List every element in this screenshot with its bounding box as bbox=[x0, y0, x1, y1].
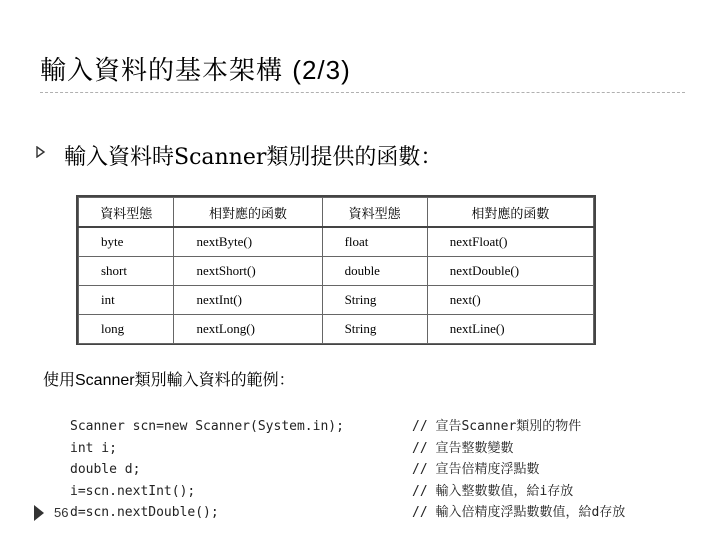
code-line: d=scn.nextDouble(); bbox=[70, 505, 219, 520]
function-table bbox=[76, 195, 596, 345]
table-cell: nextFloat() bbox=[427, 227, 593, 257]
table-cell: nextInt() bbox=[174, 286, 322, 315]
code-line: i=scn.nextInt(); bbox=[70, 483, 196, 499]
table-cell: nextDouble() bbox=[427, 257, 593, 286]
code-comment: // 輸入整數數值，給i存放 bbox=[412, 483, 574, 499]
header-type-1: 資料型態 bbox=[79, 198, 174, 228]
table-row bbox=[79, 315, 594, 344]
table-cell: double bbox=[322, 257, 427, 286]
table-cell: long bbox=[79, 315, 174, 344]
page-arrow-icon bbox=[34, 505, 44, 521]
table-cell: next() bbox=[427, 286, 593, 315]
code-comment: // 宣告倍精度浮點數 bbox=[412, 462, 540, 477]
bullet-text: 輸入資料時Scanner類別提供的函數： bbox=[64, 145, 443, 170]
page-number: 56 bbox=[54, 505, 69, 520]
code-comment: // 輸入倍精度浮點數數值，給d存放 bbox=[412, 505, 626, 520]
code-comment: // 宣告整數變數 bbox=[412, 440, 514, 456]
table-cell: String bbox=[322, 315, 427, 344]
code-line: double d; bbox=[70, 462, 141, 477]
header-type-2: 資料型態 bbox=[322, 198, 427, 228]
code-comments bbox=[412, 416, 625, 524]
table-cell: short bbox=[79, 257, 174, 286]
table-row bbox=[79, 227, 594, 257]
table-header-row bbox=[79, 198, 594, 228]
table-cell: String bbox=[322, 286, 427, 315]
slide-title bbox=[40, 50, 351, 87]
table-cell: byte bbox=[79, 227, 174, 257]
code-comment: // 宣告Scanner類別的物件 bbox=[412, 419, 582, 434]
header-func-2: 相對應的函數 bbox=[427, 198, 593, 228]
table-cell: nextShort() bbox=[174, 257, 322, 286]
table-cell: nextByte() bbox=[174, 227, 322, 257]
code-line: Scanner scn=new Scanner(System.in); bbox=[70, 419, 344, 434]
code-block bbox=[70, 416, 344, 524]
table-row bbox=[79, 286, 594, 315]
slide-title-number: (2/3) bbox=[292, 55, 351, 85]
table-cell: int bbox=[79, 286, 174, 315]
example-label: 使用Scanner類別輸入資料的範例： bbox=[43, 372, 295, 389]
bullet-icon bbox=[36, 146, 46, 158]
slide-title-text: 輸入資料的基本架構 bbox=[40, 56, 284, 86]
table-cell: float bbox=[322, 227, 427, 257]
title-divider bbox=[40, 92, 685, 93]
table-cell: nextLine() bbox=[427, 315, 593, 344]
table-row bbox=[79, 257, 594, 286]
table-cell: nextLong() bbox=[174, 315, 322, 344]
code-line: int i; bbox=[70, 440, 117, 456]
header-func-1: 相對應的函數 bbox=[174, 198, 322, 228]
